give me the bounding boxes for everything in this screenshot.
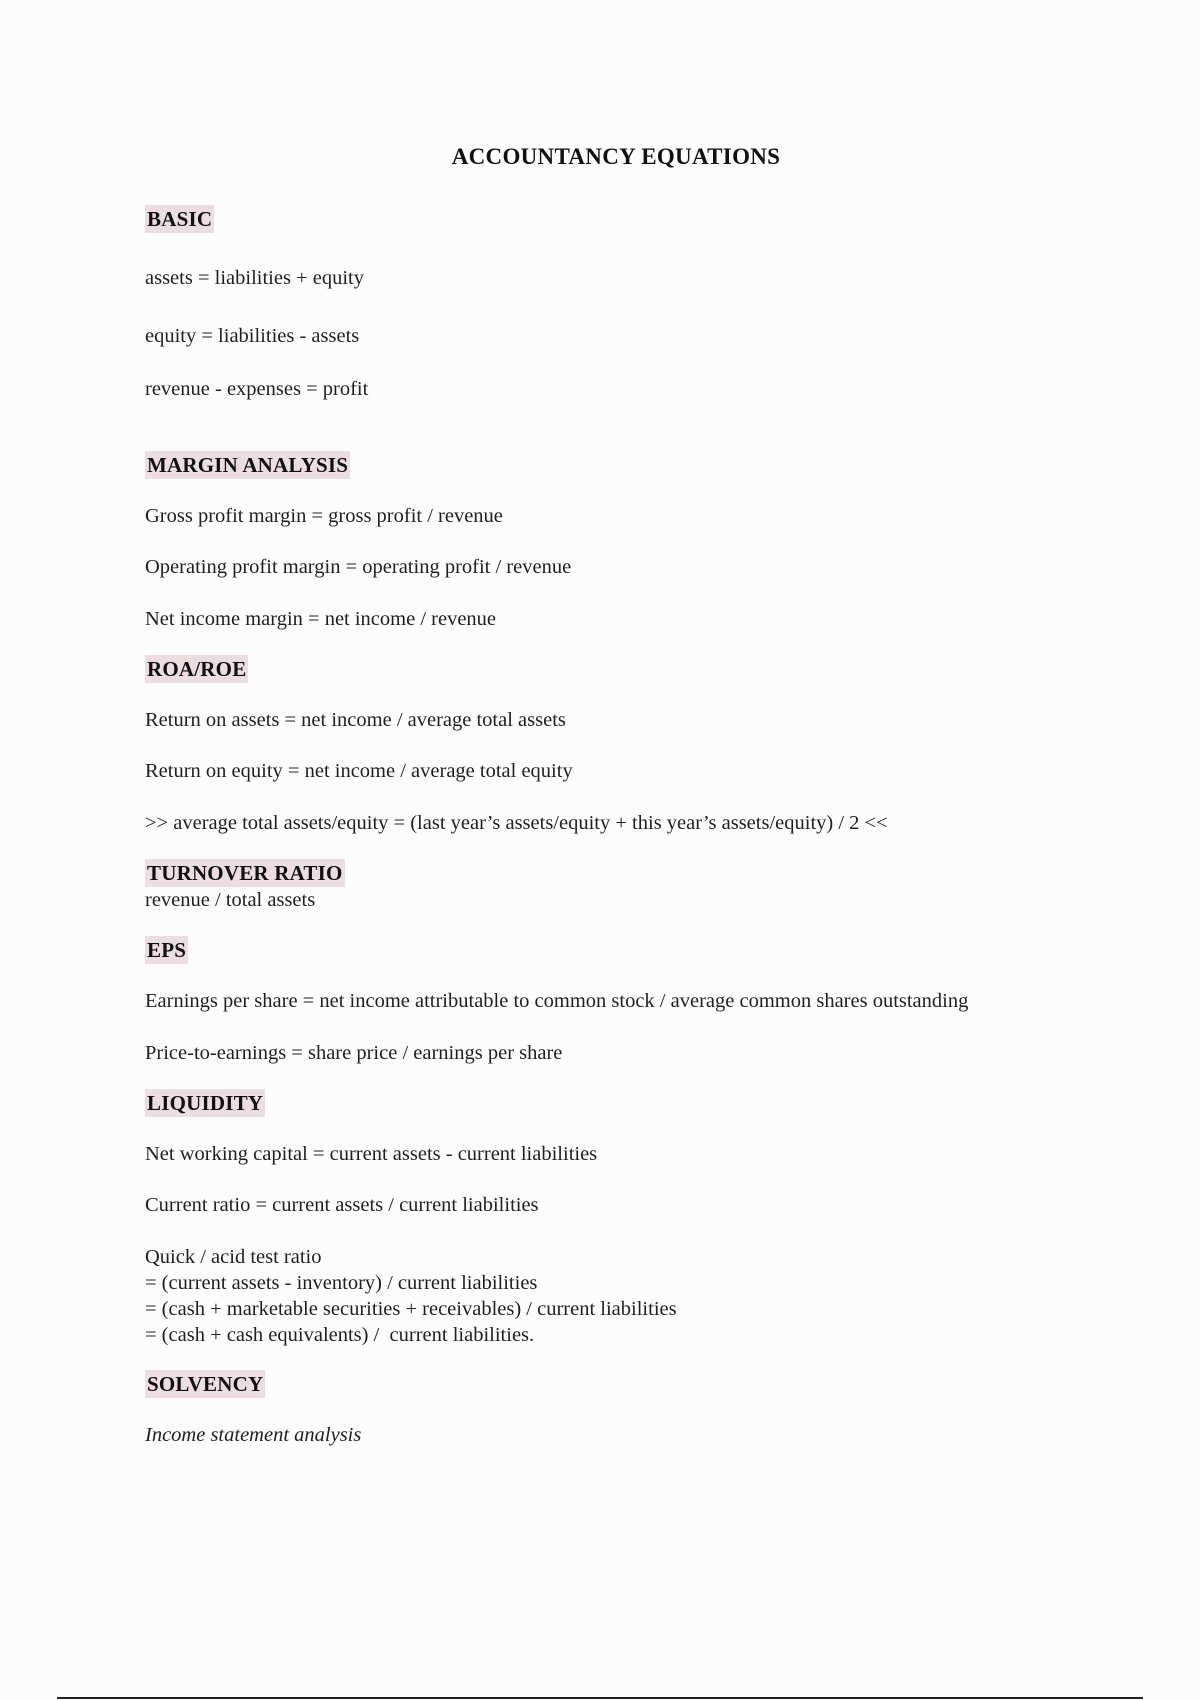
equation-line: Current ratio = current assets / current liabilities <box>145 1194 539 1216</box>
equation-line: equity = liabilities - assets <box>145 325 360 347</box>
document-title: ACCOUNTANCY EQUATIONS <box>451 144 781 169</box>
page-bottom-rule <box>57 1697 1143 1699</box>
section-heading-solvency: SOLVENCY <box>147 1372 264 1396</box>
equation-line: = (current assets - inventory) / current liabilities <box>145 1272 538 1294</box>
equation-line: Net income margin = net income / revenue <box>145 608 497 630</box>
section-heading-turnover-ratio: TURNOVER RATIO <box>147 861 343 885</box>
section-heading-roa-roe: ROA/ROE <box>147 657 247 681</box>
equation-line: Quick / acid test ratio <box>145 1246 322 1268</box>
equation-line: Earnings per share = net income attributable to common stock / average common shares outstanding <box>145 990 969 1012</box>
equation-line: assets = liabilities + equity <box>145 267 364 289</box>
equation-line: Price-to-earnings = share price / earnings per share <box>145 1042 563 1064</box>
equation-line: Return on equity = net income / average total equity <box>145 760 573 782</box>
section-heading-margin-analysis: MARGIN ANALYSIS <box>147 453 349 477</box>
equation-line: Return on assets = net income / average total assets <box>145 709 566 731</box>
section-heading-liquidity: LIQUIDITY <box>147 1091 264 1115</box>
equation-line: revenue / total assets <box>145 889 316 911</box>
section-heading-eps: EPS <box>147 938 187 962</box>
equation-line: revenue - expenses = profit <box>145 378 369 400</box>
equation-line: = (cash + marketable securities + receivables) / current liabilities <box>145 1298 677 1320</box>
equation-line: Net working capital = current assets - current liabilities <box>145 1143 598 1165</box>
equation-line: Gross profit margin = gross profit / revenue <box>145 505 503 527</box>
section-heading-basic: BASIC <box>147 207 213 231</box>
subheading-income-statement-analysis: Income statement analysis <box>145 1424 362 1446</box>
equation-line: = (cash + cash equivalents) / current liabilities. <box>145 1324 535 1346</box>
equation-line: Operating profit margin = operating profit / revenue <box>145 556 572 578</box>
equation-note: >> average total assets/equity = (last year’s assets/equity + this year’s assets/equity) / 2 << <box>145 812 888 834</box>
